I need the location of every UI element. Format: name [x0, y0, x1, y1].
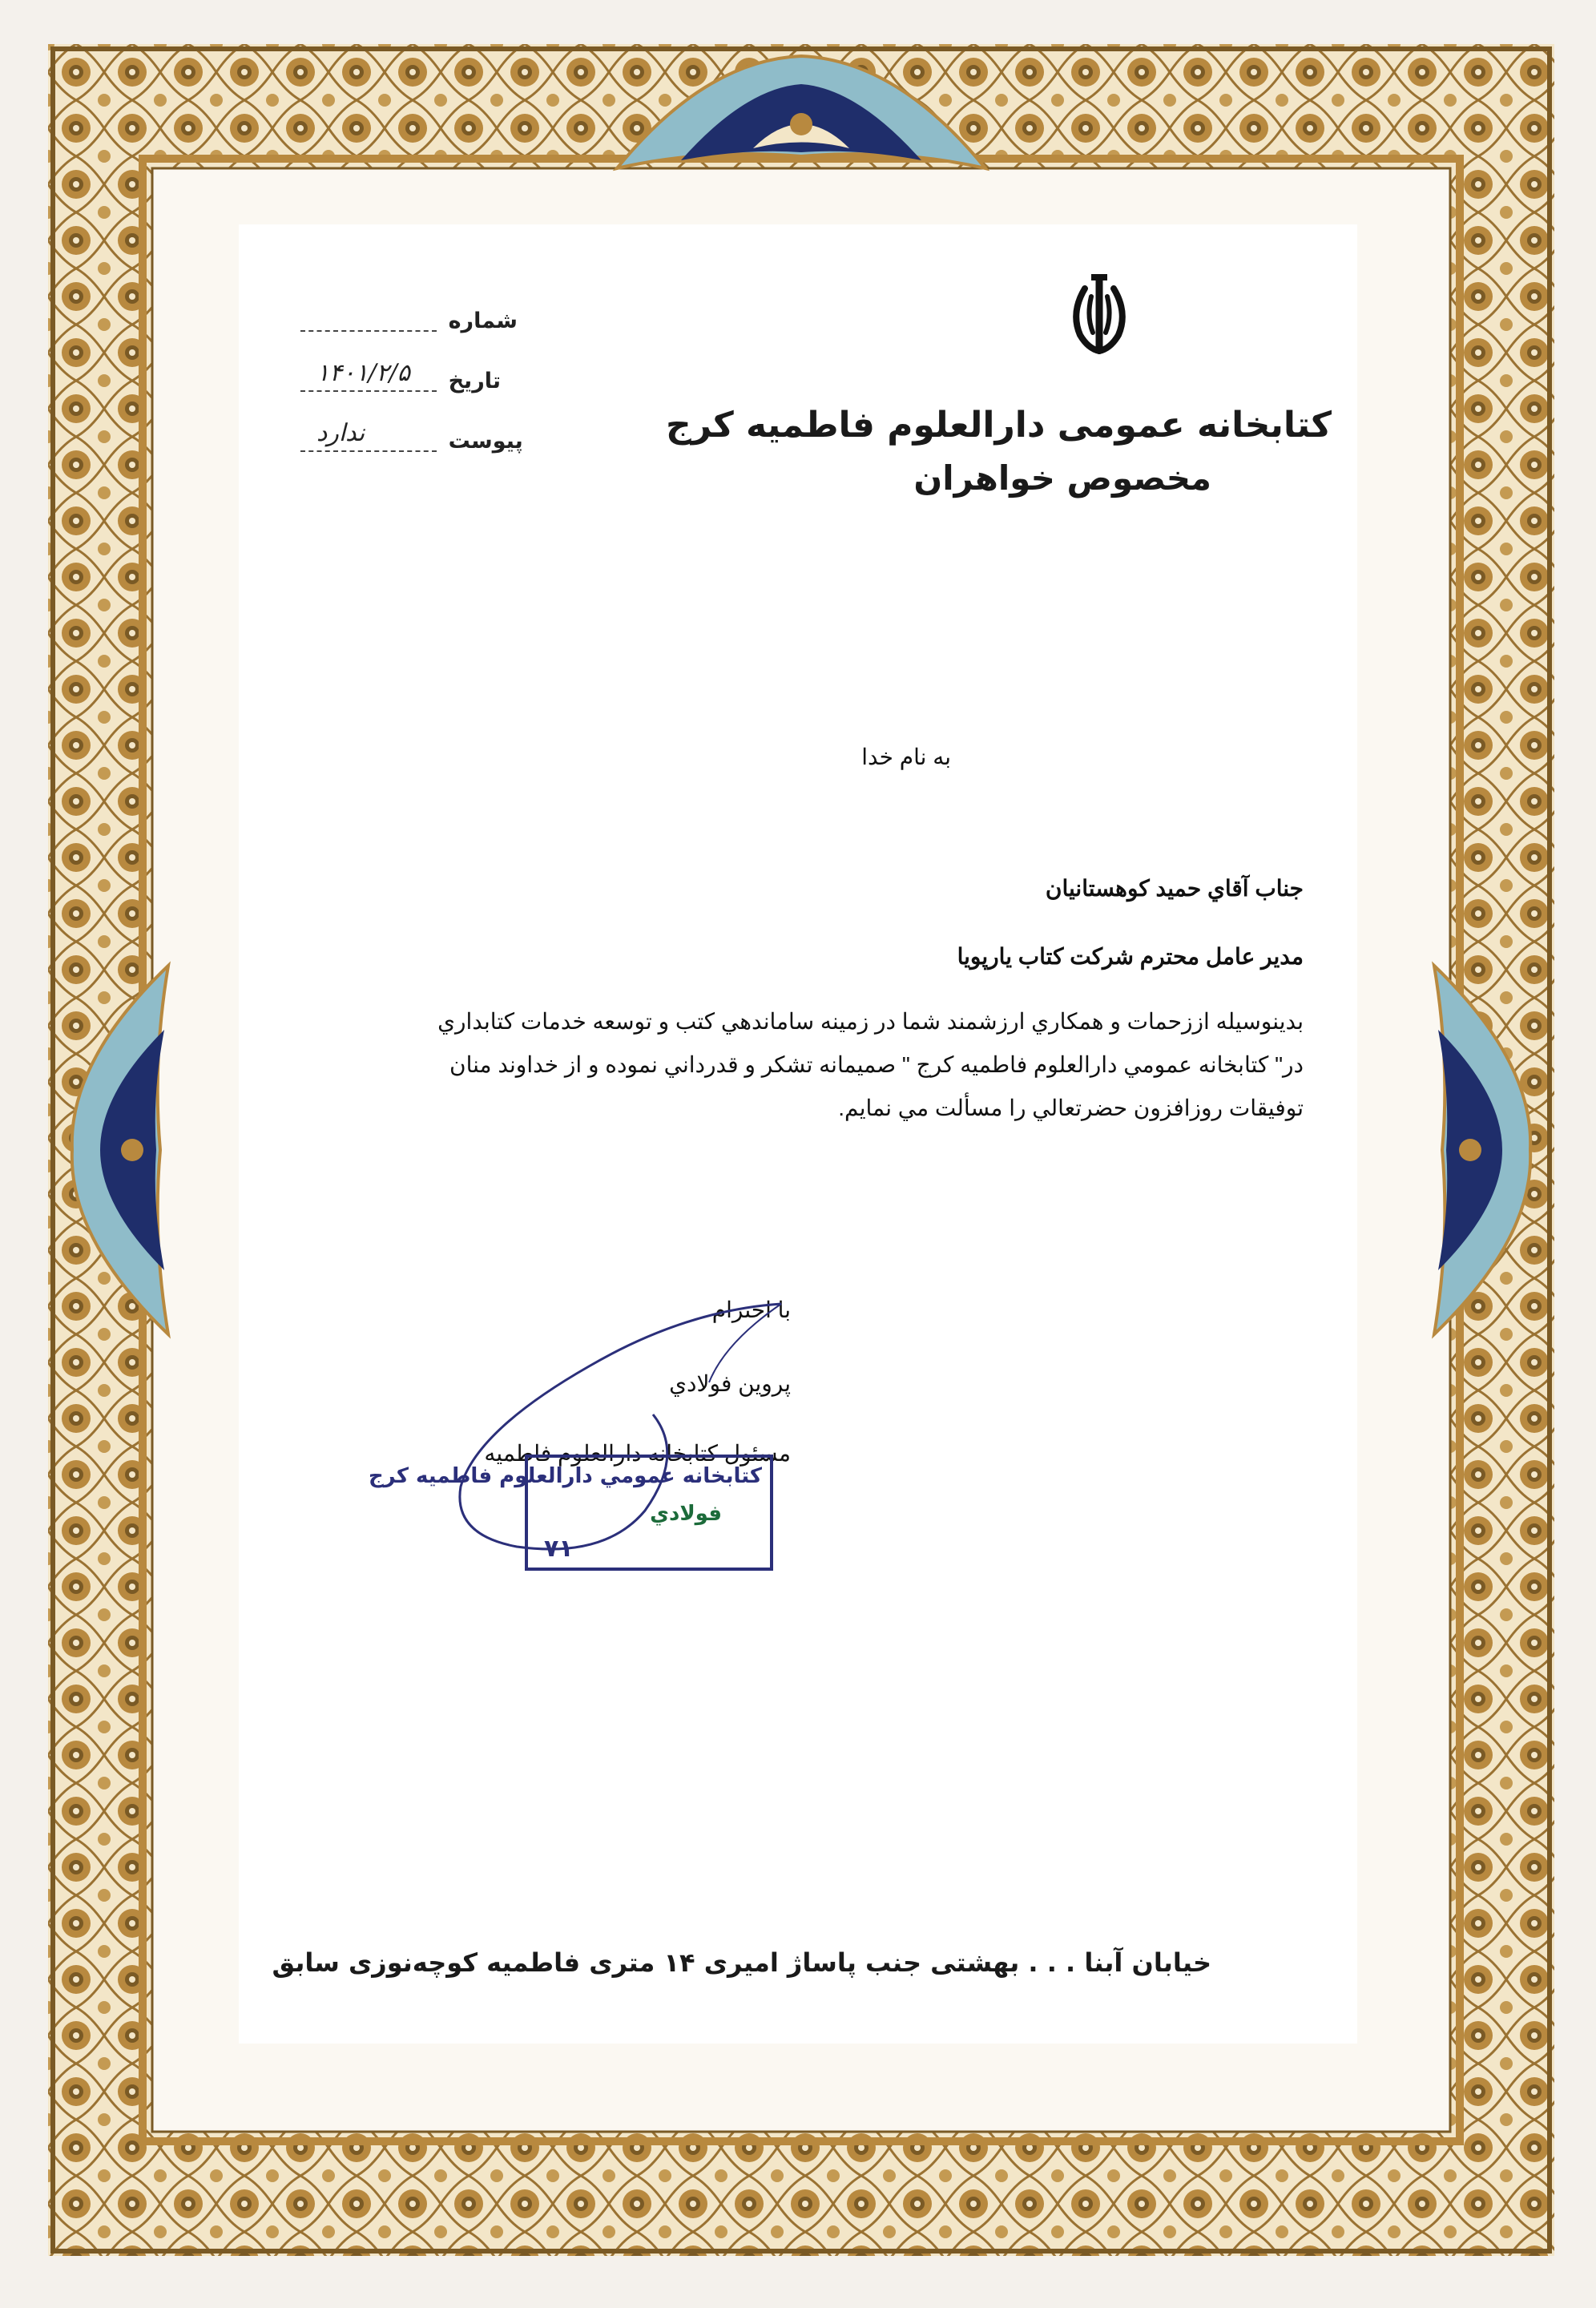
number-label: شماره: [448, 309, 518, 333]
invocation: به نام خدا: [861, 744, 951, 769]
date-label: تاریخ: [448, 369, 502, 393]
closing: با احترام: [711, 1297, 791, 1322]
attachment-line: [300, 418, 437, 452]
date-line: [300, 358, 437, 392]
number-line: [300, 313, 437, 332]
attachment-field: [300, 418, 523, 454]
iran-emblem-icon: [1059, 272, 1139, 361]
stamp-number: ۷۱: [544, 1535, 574, 1563]
official-stamp: [368, 1455, 773, 1571]
recipient-title: مدير عامل محترم شركت كتاب يارپويا: [957, 944, 1304, 969]
letterhead-title: کتابخانه عمومی دارالعلوم فاطمیه کرج: [665, 405, 1332, 446]
body-line-3: توفيقات روزافزون حضرتعالي را مسألت مي نمايم.: [838, 1095, 1304, 1120]
body-line-2: در" كتابخانه عمومي دارالعلوم فاطميه كرج " صميمانه تشكر و قدرداني نموده و از خداوند منان: [449, 1052, 1304, 1077]
number-field: [300, 309, 518, 333]
stamp-line-1: كتابخانه عمومي دارالعلوم فاطميه كرج: [368, 1464, 762, 1488]
letterhead-subtitle: مخصوص خواهران: [913, 458, 1211, 498]
attachment-value: ندارد: [316, 418, 365, 447]
signer-name: پروين فولادي: [669, 1371, 791, 1396]
recipient-name: جناب آقاي حميد كوهستانيان: [1045, 876, 1304, 901]
footer-address: خیابان آبنا . . . بهشتی جنب پاساژ امیری ۱۴ متری فاطمیه کوچه‌نوزی سابق: [272, 1947, 1211, 1978]
stamp-line-2: فولادي: [650, 1502, 722, 1526]
signer-title: مسئول كتابخانه دارالعلوم فاطميه: [484, 1441, 791, 1466]
attachment-label: پیوست: [448, 429, 523, 454]
body-line-1: بدينوسيله اززحمات و همكاري ارزشمند شما در زمينه ساماندهي كتب و توسعه خدمات كتابداري: [437, 1009, 1304, 1034]
date-value: ۱۴۰۱/۲/۵: [316, 358, 410, 387]
date-field: [300, 358, 502, 393]
